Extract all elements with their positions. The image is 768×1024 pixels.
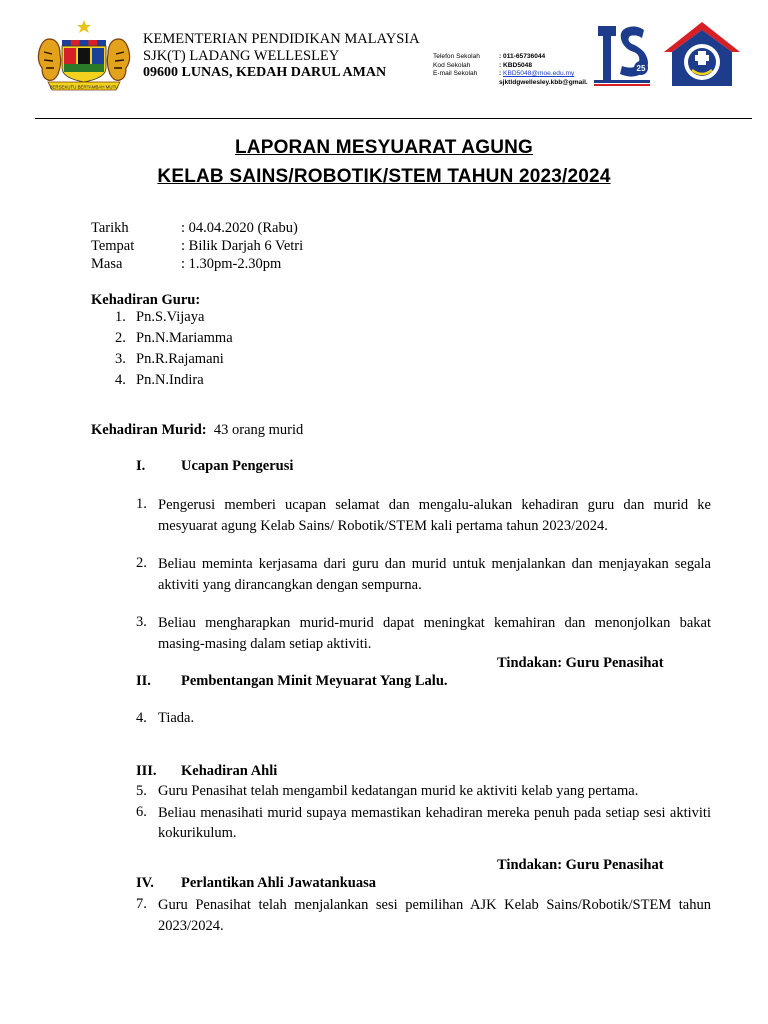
point-text: Beliau mengharapkan murid-murid dapat meningkat kemahiran dan menonjolkan bakat masing-masing dalam setiap aktiviti. (158, 615, 711, 652)
point-number: 5. (136, 783, 147, 799)
teacher-name: Pn.S.Vijaya (136, 309, 205, 325)
point-text: Beliau meminta kerjasama dari guru dan murid untuk menjalankan dan menjayakan segala aktiviti yang dirancangkan dengan sempurna. (158, 556, 711, 593)
teacher-num-3: 3. (115, 351, 126, 367)
students-count: 43 orang murid (213, 422, 304, 438)
meta-place-value: : Bilik Darjah 6 Vetri (181, 238, 304, 254)
section-number: IV. (136, 875, 154, 891)
phone-label: Telefon Sekolah (433, 53, 480, 60)
students-heading: Kehadiran Murid: (91, 422, 207, 438)
action-note: Tindakan: Guru Penasihat (497, 857, 664, 873)
ts25-number: 25 (636, 64, 646, 73)
students-line (91, 421, 303, 440)
point-text: Guru Penasihat telah mengambil kedatangan murid ke aktiviti kelab yang pertama. (158, 783, 639, 799)
teacher-name: Pn.R.Rajamani (136, 351, 224, 367)
point-text: Tiada. (158, 710, 195, 726)
school-name: SJK(T) LADANG WELLESLEY (143, 48, 340, 64)
report-subtitle: KELAB SAINS/ROBOTIK/STEM TAHUN 2023/2024 (157, 166, 611, 187)
ts25-logo (592, 20, 652, 88)
section-number: II. (136, 673, 151, 689)
teacher-num-1: 1. (115, 309, 126, 325)
point-number: 7. (136, 896, 147, 912)
phone-value: : 011-65736044 (499, 53, 546, 60)
point-number: 6. (136, 804, 147, 820)
meta-place-label: Tempat (91, 238, 135, 254)
action-note: Tindakan: Guru Penasihat (497, 655, 664, 671)
school-emblem-logo (662, 20, 742, 90)
crest-motto: BERSEKUTU BERTAMBAH MUTU (49, 84, 119, 90)
section-title: Perlantikan Ahli Jawatankuasa (181, 875, 376, 891)
coat-of-arms-logo (34, 18, 134, 94)
point-number: 1. (136, 496, 147, 512)
point-text: Guru Penasihat telah menjalankan sesi pemilihan AJK Kelab Sains/Robotik/STEM tahun 2023/2024. (158, 897, 711, 934)
email-label: E-mail Sekolah (433, 70, 478, 78)
teachers-heading: Kehadiran Guru: (91, 292, 201, 308)
meta-time-label: Masa (91, 256, 123, 272)
ministry-name: KEMENTERIAN PENDIDIKAN MALAYSIA (143, 31, 420, 47)
section-title: Kehadiran Ahli (181, 763, 278, 779)
point-number: 4. (136, 710, 147, 726)
point-number: 2. (136, 555, 147, 571)
point-number: 3. (136, 614, 147, 630)
teacher-name: Pn.N.Indira (136, 372, 204, 388)
school-address: 09600 LUNAS, KEDAH DARUL AMAN (143, 65, 387, 80)
report-title: LAPORAN MESYUARAT AGUNG (234, 137, 534, 158)
section-number: I. (136, 458, 146, 474)
section-title: Ucapan Pengerusi (181, 458, 294, 474)
school-email-link[interactable]: KBD5048@moe.edu.my (503, 70, 575, 78)
meta-time-value: : 1.30pm-2.30pm (181, 256, 282, 272)
alt-email: sjktldgwellesley.kbb@gmail. (499, 78, 588, 86)
header-divider (35, 118, 752, 119)
meta-date-label: Tarikh (91, 220, 129, 236)
teacher-num-4: 4. (115, 372, 126, 388)
email-separator: : (499, 70, 502, 78)
code-value: : KBD5048 (499, 61, 532, 69)
code-label: Kod Sekolah (433, 61, 471, 69)
teacher-num-2: 2. (115, 330, 126, 346)
meta-date-value: : 04.04.2020 (Rabu) (181, 220, 298, 236)
section-number: III. (136, 763, 157, 779)
point-text: Beliau menasihati murid supaya memastikan kehadiran mereka penuh pada setiap sesi aktiviti kokurikulum. (158, 805, 711, 841)
teacher-name: Pn.N.Mariamma (136, 330, 233, 346)
point-text: Pengerusi memberi ucapan selamat dan mengalu-alukan kehadiran guru dan murid ke mesyuarat agung Kelab Sains/ Robotik/STEM kali pertama tahun 2023/2024. (158, 497, 711, 534)
contact-block (433, 53, 588, 87)
section-title: Pembentangan Minit Meyuarat Yang Lalu. (181, 673, 448, 689)
